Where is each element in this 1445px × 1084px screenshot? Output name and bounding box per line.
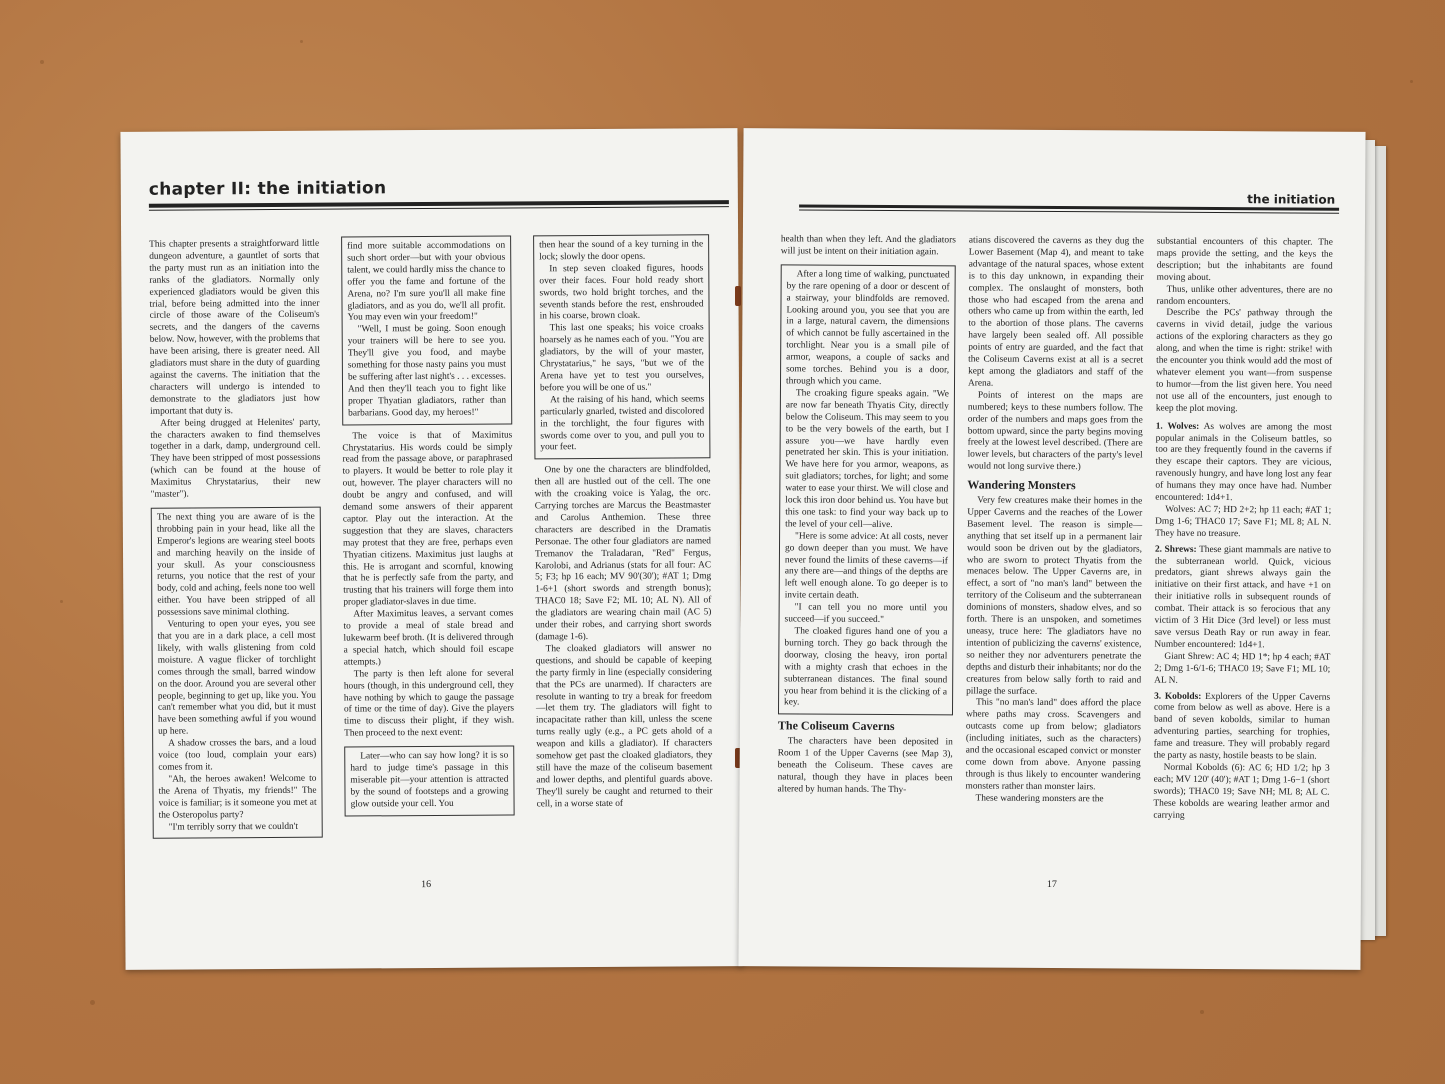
paragraph: The party is then left alone for several hours (though, in this underground cell, they have nothing by which to gauge the passage of time or the time of day). Give the players time to discuss their plight, if they wish. Then proceed to the next event: <box>343 668 515 739</box>
read-aloud-box <box>341 236 512 426</box>
paragraph: One by one the characters are blindfolded, then all are hustled out of the cell. The one with the croaking voice is Yalag, the orc. Carrying torches are Marcus the Beastmaster and Carolus Anthemion. These three characters are described in the Dramatis Personae. The other four gladiators are named Tremanov the Traladaran, "Red" Fergus, Karolobi, and Adrianus (stats for all four: AC 5; F3; hp 16 each; MV 90'(30'); #AT 1; Dmg 1-6+1 (short swords and strength bonus); THAC0 18; Save F2; ML 10; AL N). All of the gladiators are wearing chain mail (AC 5) under their robes, and carrying short swords (damage 1-6). <box>534 464 712 643</box>
left-column-2 <box>341 236 515 823</box>
stat-block: Normal Kobolds (6): AC 6; HD 1/2; hp 3 each; MV 120' (40'); #AT 1; Dmg 1-6−1 (short swords); THAC0 19; Save NH; ML 8; AL C. These kobolds are wearing leather armor and carrying <box>1153 762 1330 821</box>
paragraph: Later—who can say how long? it is so hard to judge time's passage in this miserable pit—your attention is attracted by the sound of footsteps and a growing glow outside your cell. You <box>350 750 509 810</box>
paragraph: The characters have been deposited in Room 1 of the Upper Caverns (see Map 3), beneath the Coliseum. These caves are natural, though they have in places been altered by human hands. The Thy- <box>777 736 953 795</box>
paragraph: After Maximitus leaves, a servant comes to provide a meal of stale bread and lukewarm beef broth. (It is delivered through a special hatch, which should foil escape attempts.) <box>343 608 514 668</box>
paragraph: "Well, I must be going. Soon enough your trainers will be here to see you. They'll give you food, and maybe something for those nasty pains you must be suffering after last night's . . . excesses. And then they'll teach you to fight like proper Thyatian gladiators, rather than barbarians. Good day, my heroes!" <box>347 323 507 419</box>
paragraph: This chapter presents a straightforward little dungeon adventure, a gauntlet of sorts that the party must run as an initiation into the ranks of the gladiators. Normally only experienced gladiators would be given this trial, before being admitted into the inner circle of those aware of the Coliseum's secrets, and the dangers of the caverns below. Now, however, with the problems that have been arising, there is greater need. All gladiators must share in the duty of guarding against the caverns. The initiation that the characters will undergo is intended to demonstrate to the gladiators just how important that duty is. <box>149 238 321 417</box>
page-number: 17 <box>1046 878 1057 891</box>
read-aloud-box <box>151 507 323 840</box>
running-header: the initiation <box>1247 192 1336 207</box>
section-heading: The Coliseum Caverns <box>777 718 895 734</box>
encounter-text: As wolves are among the most popular animals in the Coliseum battles, so too are they frequently found in the caverns if they escape their captors. They are vicious, ravenously hungry, and have long lost any fear of humans they may once have had. Number encountered: 1d4+1. <box>1155 421 1332 504</box>
paragraph: The cloaked gladiators will answer no questions, and should be capable of keeping the party firmly in line (especially considering that the PCs are unarmed). If characters are resolute in wanting to try a break for freedom—let them try. The gladiators will fight to incapacitate rather than kill, unless the scene turns really ugly (e.g., a PC gets ahold of a weapon and kills a gladiator). If characters somehow get past the cloaked gladiators, they still have the maze of the coliseum basement and lower depths, and plentiful guards above. They'll surely be caught and returned to their cell, in a worse state of <box>535 643 713 810</box>
paragraph: This last one speaks; his voice croaks hoarsely as he names each of you. "You are gladiators, by the will of your master, Chrystatarius," he says, "but we of the Arena have yet to test you ourselves, before you will be one of us." <box>539 322 704 394</box>
paragraph: "I'm terribly sorry that we couldn't <box>168 821 299 833</box>
left-page <box>120 128 742 970</box>
encounter-entry <box>1154 691 1330 764</box>
paragraph: substantial encounters of this chapter. The maps provide the setting, and the keys the description; but the inhabitants are found moving about. <box>1156 236 1333 283</box>
stat-block: Giant Shrew: AC 4; HD 1*; hp 4 each; #AT 2; Dmg 1-6/1-6; THAC0 19; Save F1; ML 10; AL N. <box>1154 651 1331 686</box>
paragraph: find more suitable accommodations on such short order—but with your obvious talent, we could hardly miss the chance to offer you the fame and fortune of the Arena, no? I'm sure you'll all make fine gladiators, and as you do, we'll all profit. You may even win your freedom!" <box>347 240 506 323</box>
paragraph: The voice is that of Maximitus Chrystatarius. His words could be simply read from the passage above, or paraphrased to players. It would be better to role play it out, however. The player characters will no doubt be angry and confused, and will demand some answers of their apparent captor. Play out the interaction. At the suggestion that they are slaves, characters may protest that they are free, perhaps even Thyatian citizens. Maximitus just laughs at this. He is arrogant and scornful, knowing that he is perfectly safe from the party, and trusting that his trainers will forge them into proper gladiator-slaves in due time. <box>342 430 514 608</box>
read-aloud-box <box>533 234 710 459</box>
paragraph: After being drugged at Helenites' party, the characters awaken to find themselves together in a dark, damp, underground cell. They have been stripped of most possessions (which can be found at the house of Maximitus Chrystatarius, their new "master"). <box>150 417 321 500</box>
stat-block: Wolves: AC 7; HD 2+2; hp 11 each; #AT 1; Dmg 1-6; THAC0 17; Save F1; ML 8; AL N. They have no treasure. <box>1155 504 1332 539</box>
right-column-2 <box>965 235 1143 806</box>
left-column-1 <box>149 239 323 845</box>
binding-stitch <box>735 286 741 306</box>
paragraph: Thus, unlike other adventures, there are no random encounters. <box>1156 284 1333 307</box>
right-page <box>738 128 1365 970</box>
right-column-3 <box>1153 237 1333 824</box>
encounter-text: These giant mammals are native to the subterranean world. Quick, vicious predators, giant shrews always gain the initiative on their first attack, and have +1 on their initiative rolls in subsequent rounds of combat. Their attack is so ferocious that any victim of 3 Hit Dice (3rd level) or less must save versus Death Ray or run away in fear. Number encountered: 1d4+1. <box>1154 544 1332 651</box>
right-column-1 <box>777 234 955 797</box>
paragraph: The cloaked figures hand one of you a burning torch. They go back through the doorway, closing the heavy, iron portal with a mighty crash that echoes in the subterranean distances. The final sound you hear from behind it is the clicking of a key. <box>784 626 948 708</box>
paragraph: The croaking figure speaks again. "We are now far beneath Thyatis City, directly below the Coliseum. This may seem to you to be the very bowels of the earth, but I assure you—we have hardly even penetrated her skin. This is your initiation. We have here for you armor, weapons, as suit gladiators; torches, for light; and some water to ease your thirst. We will close and lock this iron door behind us. You have but this one task: to find your way back up to the level of your cell—alive. <box>785 388 949 530</box>
paragraph: then hear the sound of a key turning in the lock; slowly the door opens. <box>539 239 704 263</box>
paragraph: The next thing you are aware of is the throbbing pain in your head, like all the Emperor's legions are wearing steel boots and marching heavily on the inside of your skull. As your consciousness returns, you notice that the rest of your body, cold and aching, feels none too well either. You have been stripped of all possessions save minimal clothing. <box>156 511 316 618</box>
encounter-entry <box>1155 421 1332 505</box>
paragraph: Very few creatures make their homes in the Upper Caverns and the reaches of the Lower Basement level. The reason is simple—anything that set itself up in a permanent lair would soon be driven out by the gladiators, who are sworn to protect Thyatis from the menaces below. The Upper Caverns are, in effect, a sort of "no man's land" between the territory of the Coliseum and the subterranean dominions of monsters, shadow elves, and so forth. There is an unspoken, and sometimes uneasy, truce here: The gladiators have no intention of publicizing the caverns' existence, so neither they nor adventurers penetrate the depths and disturb their inhabitants; nor do the creatures from below sally forth to raid and pillage the surface. <box>966 495 1143 697</box>
paragraph: Venturing to open your eyes, you see that you are in a dark place, a cell most likely, with walls glistening from cold moisture. A vague flicker of torchlight comes through the small, barred window on the door. Around you are several other people, beginning to get up, like you. You can't remember what you did, but it must have been something awful if you wound up here. <box>157 618 317 737</box>
paragraph: Describe the PCs' pathway through the caverns in vivid detail, judge the various actions of the exploring characters as they go along, and when the time is right: strike! with the encounter you think would add the most of whatever element you want—from suspense to humor—from the list given here. You need not use all of the encounters, just enough to keep the plot moving. <box>1155 308 1333 414</box>
paragraph: These wandering monsters are the <box>975 793 1104 805</box>
paragraph: Points of interest on the maps are numbered; keys to these numbers follow. The order of the numbers and maps goes from the bottom upward, since the party begins moving freely at the lowest level described. (There are lower levels, but characters of the party's level would not long survive there.) <box>967 390 1143 473</box>
section-heading: Wandering Monsters <box>967 477 1076 493</box>
encounter-text: Explorers of the Upper Caverns come from below as well as above. Here is a band of seven kobolds, similar to human adventuring parties, searching for trophies, fame and treasure. They will probably regard the party as nasty, hostile beasts to be slain. <box>1153 691 1331 762</box>
paragraph: atians discovered the caverns as they dug the Lower Basement (Map 4), and meant to take advantage of the natural spaces, whose extent is to this day unknown, in expanding their complex. The onslaught of monsters, both those who had escaped from the arena and others who came up from within the earth, led to the abortion of those plans. The caverns have largely been sealed off. All possible points of entry are guarded, and the fact that the Coliseum Caverns exist at all is a secret kept among the gladiators and staff of the Arena. <box>967 235 1144 389</box>
paragraph: This "no man's land" does afford the place where paths may cross. Scavengers and outcasts come up from below; gladiators (including initiates, such as the characters) and the occasional escaped convict or monster come down from above. Anyone passing through is thus likely to encounter wandering monsters rather than monster lairs. <box>965 697 1142 793</box>
left-column-3 <box>533 234 713 811</box>
read-aloud-box <box>344 746 514 817</box>
paragraph: "I can tell you no more until you succeed—if you succeed." <box>784 602 948 626</box>
encounter-entry <box>1154 544 1331 652</box>
paragraph: In step seven cloaked figures, hoods over their faces. Four hold ready short swords, two hold bright torches, and the seventh stands before the rest, enshrouded in his coarse, brown cloak. <box>539 263 704 322</box>
paragraph: After a long time of walking, punctuated by the rare opening of a door or descent of a stairway, your blindfolds are removed. Looking around you, you see that you are in a large, natural cavern, the dimensions of which cannot be fully ascertained in the torchlight. Near you is a small pile of armor, weapons, a couple of sacks and some torches. Behind you is a door, through which you came. <box>785 269 950 387</box>
chapter-header: chapter II: the initiation <box>148 178 387 200</box>
encounter-label: 1. Wolves: <box>1155 421 1200 432</box>
page-number: 16 <box>421 879 432 891</box>
paragraph: "Ah, the heroes awaken! Welcome to the Arena of Thyatis, my friends!" The voice is familiar; is it someone you met at the Osteropolus party? <box>158 773 317 821</box>
paragraph: "Here is some advice: At all costs, never go down deeper than you must. We have never found the limits of these caverns—if any there are—and things of the depths are left well enough alone. To go deeper is to invite certain death. <box>784 531 949 602</box>
encounter-label: 3. Kobolds: <box>1154 691 1202 702</box>
read-aloud-box <box>778 264 956 716</box>
paragraph: At the raising of his hand, which seems particularly gnarled, twisted and discolored in the torchlight, the four figures with swords come over to you, and pull you to your feet. <box>540 394 705 453</box>
encounter-label: 2. Shrews: <box>1154 544 1197 555</box>
paragraph: A shadow crosses the bars, and a loud voice (too loud, complain your ears) comes from it. <box>158 737 317 773</box>
paragraph: health than when they left. And the gladiators will just be intent on their initiation again. <box>780 234 956 258</box>
